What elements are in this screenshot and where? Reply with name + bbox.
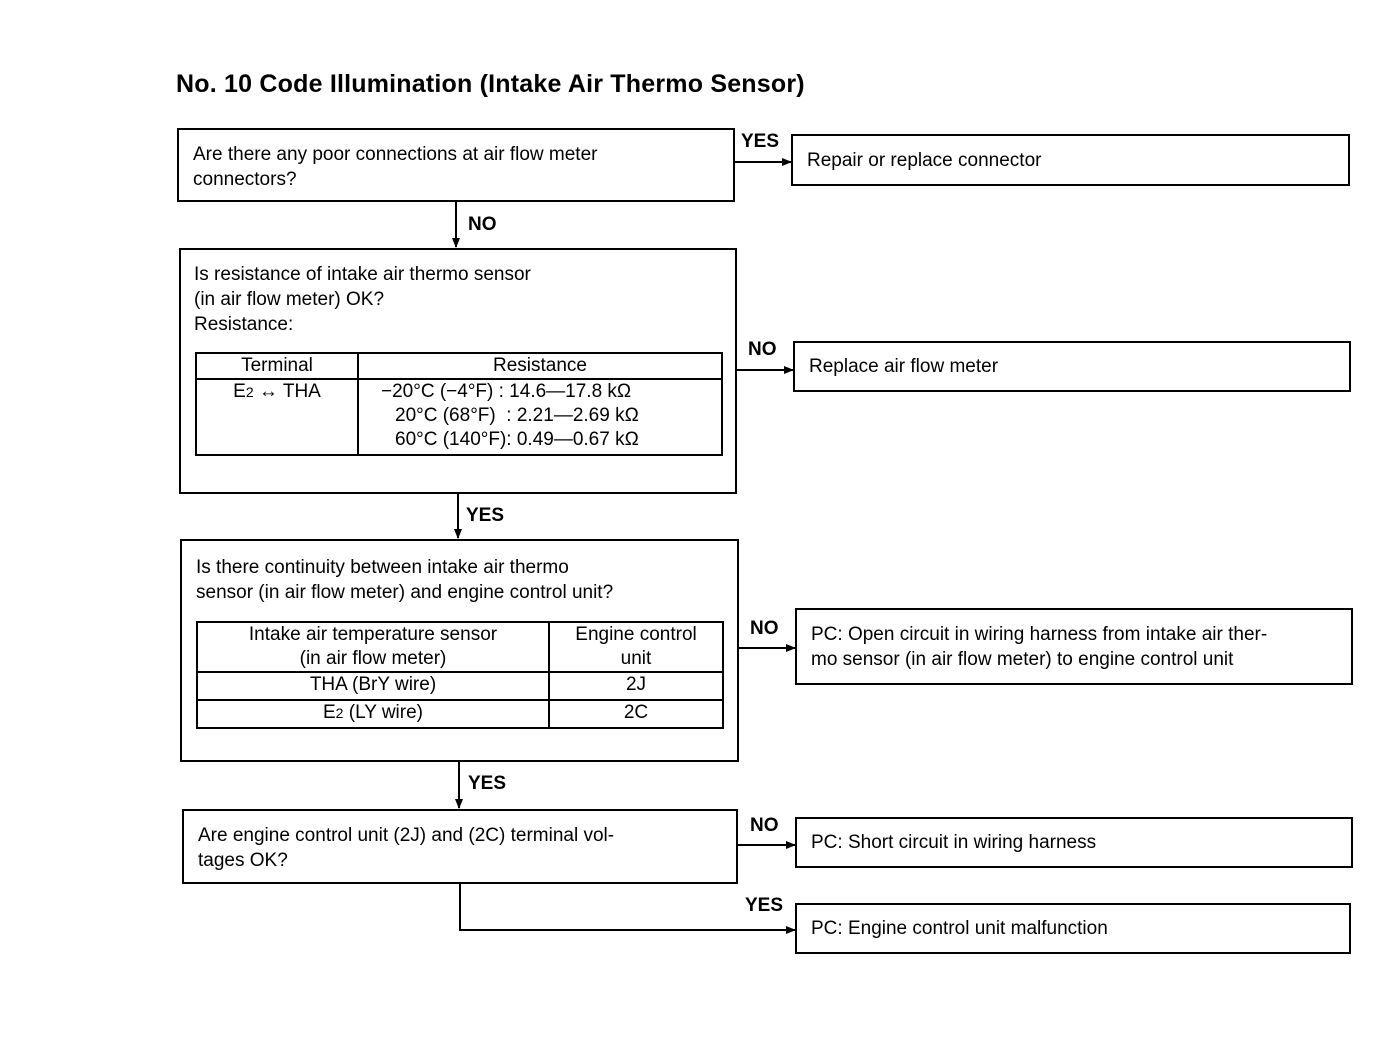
sensor-wire-cell: THA (BrY wire)	[197, 672, 549, 700]
step3-no-action-line: PC: Open circuit in wiring harness from intake air ther-	[811, 624, 1268, 645]
step1-yes-label: YES	[741, 131, 780, 152]
resistance-value: 60°C (140°F): 0.49—0.67 kΩ	[395, 429, 639, 450]
step1-yes-action: Repair or replace connector	[807, 149, 1042, 171]
step3-question-box	[180, 539, 739, 762]
step2-question-line: Resistance:	[194, 314, 294, 335]
table-header-terminal: Terminal	[196, 353, 358, 379]
resistance-value: 20°C (68°F) : 2.21—2.69 kΩ	[395, 405, 639, 426]
step4-yes-label: YES	[745, 895, 784, 916]
resistance-table	[195, 352, 723, 456]
step3-yes-label: YES	[468, 773, 507, 794]
table-row	[197, 672, 723, 700]
step2-question-line: (in air flow meter) OK?	[194, 289, 385, 310]
table-header-sensor: Intake air temperature sensor (in air flow meter)	[197, 622, 549, 672]
step3-no-action-box	[795, 608, 1353, 685]
sensor-wire-cell: E2 (LY wire)	[197, 700, 549, 728]
step4-no-action-box	[795, 817, 1353, 868]
step1-no-label: NO	[468, 214, 497, 235]
resistance-value: −20°C (−4°F) : 14.6—17.8 kΩ	[381, 381, 632, 402]
step3-no-label: NO	[750, 618, 779, 639]
step4-question-line: Are engine control unit (2J) and (2C) terminal vol-	[198, 825, 615, 846]
terminal-sub: 2	[245, 384, 254, 400]
table-header-ecu: Engine control unit	[549, 622, 723, 672]
table-header-resistance: Resistance	[358, 353, 722, 379]
step1-question: Are there any poor connections at air flow meter connectors?	[193, 144, 598, 190]
step1-yes-action-box	[791, 134, 1350, 186]
page-title: No. 10 Code Illumination (Intake Air Thermo Sensor)	[176, 70, 805, 98]
step3-question-line: Is there continuity between intake air thermo	[196, 557, 569, 578]
step1-question-box	[177, 128, 735, 202]
terminal-cell	[196, 379, 358, 455]
step4-question-line: tages OK?	[198, 850, 288, 871]
ecu-terminal-cell: 2C	[549, 700, 723, 728]
step4-no-action: PC: Short circuit in wiring harness	[811, 832, 1097, 853]
step2-question-line: Is resistance of intake air thermo sensor	[194, 264, 531, 285]
terminal-main: E	[233, 381, 246, 402]
continuity-table	[196, 621, 724, 729]
step4-yes-action-box	[795, 903, 1351, 954]
step3-question-line: sensor (in air flow meter) and engine control unit?	[196, 582, 614, 603]
ecu-terminal-cell: 2J	[549, 672, 723, 700]
step2-no-action-box	[793, 341, 1351, 392]
step2-no-label: NO	[748, 339, 777, 360]
table-row	[197, 700, 723, 728]
step4-no-label: NO	[750, 815, 779, 836]
step4-yes-action: PC: Engine control unit malfunction	[811, 918, 1108, 939]
step2-no-action: Replace air flow meter	[809, 356, 999, 377]
step4-question-box	[182, 809, 738, 884]
step2-yes-label: YES	[466, 505, 505, 526]
terminal-rest: ↔ THA	[253, 381, 321, 402]
resistance-values-cell	[358, 379, 722, 455]
step3-no-action-line: mo sensor (in air flow meter) to engine control unit	[811, 649, 1234, 670]
step2-question-box	[179, 248, 737, 494]
